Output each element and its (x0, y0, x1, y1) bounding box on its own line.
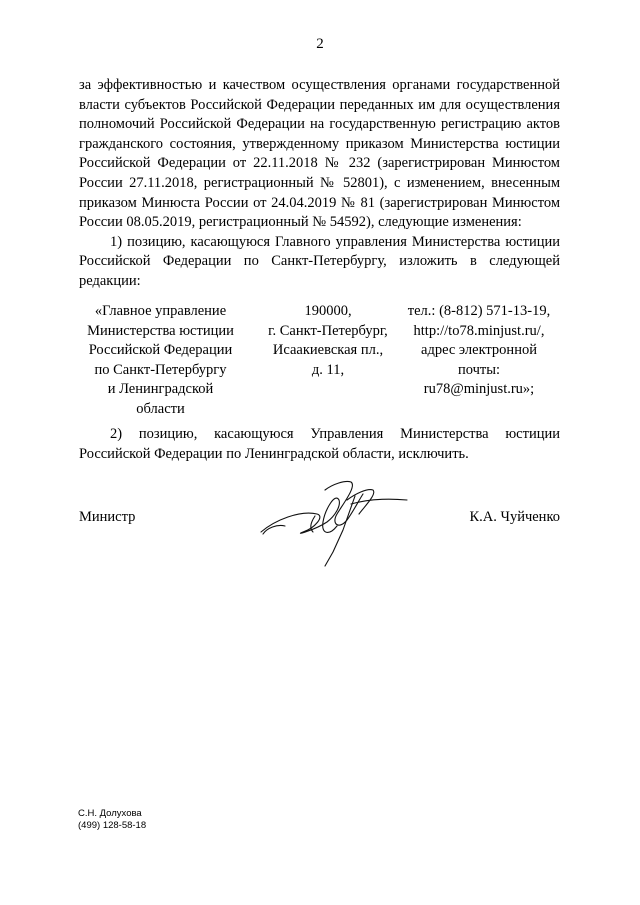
contact-line: тел.: (8-812) 571-13-19, (407, 303, 551, 319)
address-line: Исаакиевская пл., (272, 342, 384, 359)
org-line: Министерства юстиции (87, 322, 234, 339)
item-2: 2) позицию, касающуюся Управления Министерства юстиции Российской Федерации по Ленинградской области, исключить. (79, 426, 560, 462)
item-1: 1) позицию, касающуюся Главного управления Министерства юстиции Российской Федерации по Санкт-Петербургу, изложить в следующей редакции: (79, 233, 560, 289)
paragraph-continuation: за эффективностью и качеством осуществления органами государственной власти субъектов Российской Федерации переданных им для осуществления полномочий Российской Федерации на государственную регистрацию актов гражданского состояния, утвержденному приказом Министерства юстиции Российской Федерации от 22.11.2018 № 232 (зарегистрирован Минюстом России 27.11.2018, регистрационный № 52801), с изменением, внесенным приказом Минюста России от 24.04.2019 № 81 (зарегистрирован Минюстом России 08.05.2019, регистрационный № 54592), следующие изменения: (79, 77, 560, 231)
contact-line: почты: (457, 361, 501, 378)
handwritten-signature (255, 470, 425, 580)
address-cell (248, 302, 408, 420)
page-number: 2 (316, 36, 324, 52)
org-line: по Санкт-Петербургу (94, 361, 227, 378)
org-line: «Главное управление (94, 303, 227, 319)
org-line: и Ленинградской (107, 381, 214, 398)
contact-line: ru78@minjust.ru»; (423, 381, 535, 398)
address-table-row (79, 302, 560, 420)
address-line: д. 11, (311, 361, 345, 378)
organization-name-cell (79, 302, 242, 420)
signatory-name: К.А. Чуйченко (469, 509, 560, 525)
executor-name: С.Н. Долухова (78, 808, 142, 819)
signatory-title: Министр (79, 509, 136, 525)
address-line: 190000, (304, 303, 352, 319)
org-line: области (136, 400, 185, 417)
contact-line: http://to78.minjust.ru/, (413, 322, 545, 339)
executor-block (78, 808, 146, 832)
org-line: Российской Федерации (88, 342, 233, 359)
contact-line: адрес электронной (421, 342, 537, 359)
contacts-cell (398, 302, 560, 420)
address-line: г. Санкт-Петербург, (268, 322, 388, 339)
body-text (79, 76, 560, 292)
executor-phone: (499) 128-58-18 (78, 820, 147, 831)
